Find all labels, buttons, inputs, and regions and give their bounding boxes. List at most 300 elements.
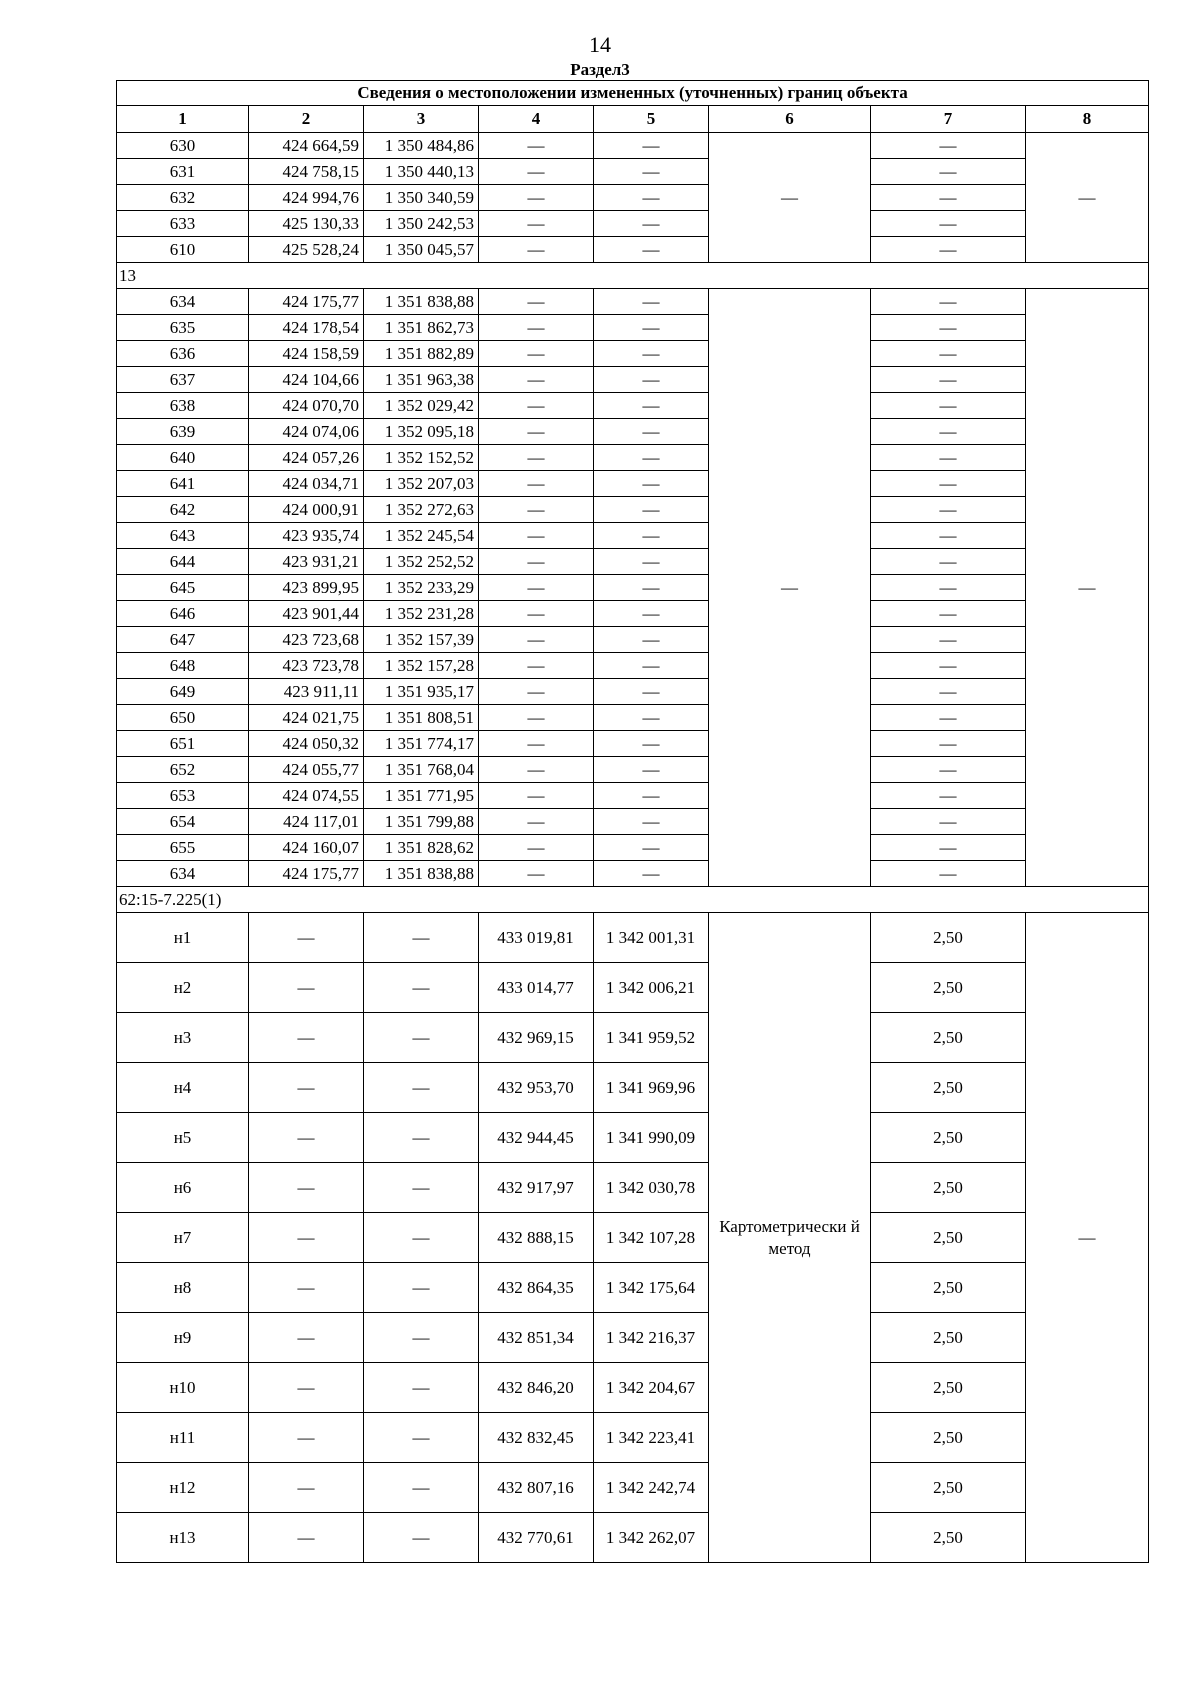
coord-y-existing: — [364, 1313, 479, 1363]
coord-y-new: — [594, 653, 709, 679]
accuracy-cell: — [871, 289, 1026, 315]
coord-x-new: — [479, 341, 594, 367]
coord-y-existing: — [364, 1463, 479, 1513]
coord-x-existing: 424 074,06 [249, 419, 364, 445]
coord-x-new: — [479, 809, 594, 835]
method-cell: Картометрически й метод [709, 913, 871, 1563]
coord-x-existing: — [249, 1363, 364, 1413]
coord-x-existing: 423 901,44 [249, 601, 364, 627]
accuracy-cell: — [871, 315, 1026, 341]
table-row [117, 445, 1149, 471]
coord-x-new: — [479, 783, 594, 809]
coord-y-existing: 1 351 768,04 [364, 757, 479, 783]
coord-x-new: — [479, 419, 594, 445]
column-header-3: 3 [364, 106, 479, 133]
coord-x-new: 433 019,81 [479, 913, 594, 963]
accuracy-cell: 2,50 [871, 1013, 1026, 1063]
accuracy-cell: 2,50 [871, 1463, 1026, 1513]
coord-y-existing: 1 352 252,52 [364, 549, 479, 575]
coord-y-existing: 1 352 157,28 [364, 653, 479, 679]
coord-y-new: — [594, 185, 709, 211]
coord-y-existing: 1 352 231,28 [364, 601, 479, 627]
point-number: 633 [117, 211, 249, 237]
coord-y-new: — [594, 159, 709, 185]
coord-y-new: — [594, 705, 709, 731]
coord-x-new: — [479, 159, 594, 185]
coord-x-new: — [479, 237, 594, 263]
table-row [117, 549, 1149, 575]
table-row [117, 1513, 1149, 1563]
coord-y-new: — [594, 393, 709, 419]
accuracy-cell: — [871, 159, 1026, 185]
coord-x-existing: — [249, 1313, 364, 1363]
coord-y-existing: — [364, 1163, 479, 1213]
point-number: 647 [117, 627, 249, 653]
coord-y-new: — [594, 783, 709, 809]
point-number: н1 [117, 913, 249, 963]
column-header-4: 4 [479, 106, 594, 133]
point-number: 641 [117, 471, 249, 497]
table-block-c [117, 913, 1149, 1563]
point-number: 632 [117, 185, 249, 211]
table-row [117, 1163, 1149, 1213]
table-row [117, 1363, 1149, 1413]
point-number: н10 [117, 1363, 249, 1413]
coord-x-new: 432 807,16 [479, 1463, 594, 1513]
accuracy-cell: — [871, 393, 1026, 419]
coord-y-new: — [594, 315, 709, 341]
point-number: н7 [117, 1213, 249, 1263]
table-row [117, 861, 1149, 887]
table-row [117, 679, 1149, 705]
accuracy-cell: — [871, 367, 1026, 393]
coord-y-new: 1 342 262,07 [594, 1513, 709, 1563]
coord-x-new: — [479, 731, 594, 757]
table-row [117, 471, 1149, 497]
coord-y-existing: 1 351 828,62 [364, 835, 479, 861]
coord-x-new: — [479, 627, 594, 653]
point-number: 610 [117, 237, 249, 263]
coord-x-new: — [479, 211, 594, 237]
coord-y-existing: 1 352 233,29 [364, 575, 479, 601]
coord-x-existing: 424 057,26 [249, 445, 364, 471]
coord-y-new: — [594, 549, 709, 575]
coord-x-existing: 423 723,68 [249, 627, 364, 653]
accuracy-cell: — [871, 237, 1026, 263]
table-row [117, 913, 1149, 963]
coord-x-new: — [479, 575, 594, 601]
coord-x-existing: 424 175,77 [249, 289, 364, 315]
point-number: 637 [117, 367, 249, 393]
coord-y-existing: — [364, 1513, 479, 1563]
coord-x-existing: 423 899,95 [249, 575, 364, 601]
point-number: 630 [117, 133, 249, 159]
coord-y-new: — [594, 731, 709, 757]
table-row [117, 289, 1149, 315]
accuracy-cell: 2,50 [871, 1063, 1026, 1113]
coord-x-new: — [479, 601, 594, 627]
coord-y-existing: 1 351 882,89 [364, 341, 479, 367]
accuracy-cell: — [871, 445, 1026, 471]
table-row [117, 1113, 1149, 1163]
boundary-table [116, 80, 1149, 1563]
coord-y-new: 1 342 001,31 [594, 913, 709, 963]
coord-y-new: — [594, 341, 709, 367]
coord-x-existing: — [249, 1463, 364, 1513]
accuracy-cell: 2,50 [871, 1313, 1026, 1363]
coord-x-new: 433 014,77 [479, 963, 594, 1013]
coord-x-existing: 424 178,54 [249, 315, 364, 341]
table-block-b [117, 289, 1149, 887]
accuracy-cell: 2,50 [871, 1113, 1026, 1163]
coord-x-existing: 424 050,32 [249, 731, 364, 757]
point-number: 651 [117, 731, 249, 757]
coord-y-new: — [594, 861, 709, 887]
coord-y-new: — [594, 133, 709, 159]
accuracy-cell: 2,50 [871, 1263, 1026, 1313]
accuracy-cell: — [871, 757, 1026, 783]
coord-x-existing: — [249, 963, 364, 1013]
coord-x-existing: 424 104,66 [249, 367, 364, 393]
table-row [117, 159, 1149, 185]
table-row [117, 731, 1149, 757]
point-number: н12 [117, 1463, 249, 1513]
accuracy-cell: — [871, 679, 1026, 705]
coord-x-existing: — [249, 1213, 364, 1263]
coord-y-existing: 1 351 771,95 [364, 783, 479, 809]
point-number: н11 [117, 1413, 249, 1463]
coord-y-existing: — [364, 1363, 479, 1413]
table-row [117, 1063, 1149, 1113]
coord-x-existing: 424 160,07 [249, 835, 364, 861]
coord-y-existing: 1 351 774,17 [364, 731, 479, 757]
coord-x-existing: 425 130,33 [249, 211, 364, 237]
column-header-6: 6 [709, 106, 871, 133]
coord-y-existing: — [364, 913, 479, 963]
table-row [117, 575, 1149, 601]
point-number: 654 [117, 809, 249, 835]
group-label-13: 13 [117, 263, 1149, 289]
coord-x-existing: 425 528,24 [249, 237, 364, 263]
coord-y-existing: — [364, 1013, 479, 1063]
table-row [117, 783, 1149, 809]
point-number: 648 [117, 653, 249, 679]
coord-x-new: — [479, 679, 594, 705]
coord-y-new: 1 342 107,28 [594, 1213, 709, 1263]
point-number: 639 [117, 419, 249, 445]
coord-x-existing: 423 935,74 [249, 523, 364, 549]
coord-y-existing: 1 352 272,63 [364, 497, 479, 523]
coord-y-existing: 1 350 440,13 [364, 159, 479, 185]
table-row [117, 601, 1149, 627]
accuracy-cell: 2,50 [871, 1163, 1026, 1213]
accuracy-cell: 2,50 [871, 1213, 1026, 1263]
coord-y-new: — [594, 367, 709, 393]
point-number: 634 [117, 861, 249, 887]
point-number: 635 [117, 315, 249, 341]
accuracy-cell: — [871, 809, 1026, 835]
coord-x-existing: — [249, 1263, 364, 1313]
coord-y-new: 1 342 204,67 [594, 1363, 709, 1413]
point-number: 652 [117, 757, 249, 783]
coord-x-existing: — [249, 1163, 364, 1213]
description-cell: — [1026, 913, 1149, 1563]
accuracy-cell: — [871, 835, 1026, 861]
coord-x-existing: 424 994,76 [249, 185, 364, 211]
point-number: 642 [117, 497, 249, 523]
coord-x-existing: 423 911,11 [249, 679, 364, 705]
coord-y-existing: 1 352 207,03 [364, 471, 479, 497]
point-number: 643 [117, 523, 249, 549]
accuracy-cell: 2,50 [871, 963, 1026, 1013]
coord-x-existing: 424 758,15 [249, 159, 364, 185]
coord-y-existing: 1 351 799,88 [364, 809, 479, 835]
coord-y-existing: — [364, 1113, 479, 1163]
coord-y-new: 1 341 959,52 [594, 1013, 709, 1063]
coord-x-existing: — [249, 1013, 364, 1063]
coord-y-existing: 1 350 242,53 [364, 211, 479, 237]
group-label-cadastral: 62:15-7.225(1) [117, 887, 1149, 913]
coord-y-existing: — [364, 1063, 479, 1113]
accuracy-cell: — [871, 705, 1026, 731]
point-number: 640 [117, 445, 249, 471]
coord-x-new: — [479, 367, 594, 393]
coord-y-new: 1 342 175,64 [594, 1263, 709, 1313]
table-row [117, 653, 1149, 679]
coord-y-new: — [594, 757, 709, 783]
coord-x-new: — [479, 393, 594, 419]
coord-x-new: — [479, 549, 594, 575]
coord-x-new: — [479, 705, 594, 731]
coord-x-existing: — [249, 1063, 364, 1113]
point-number: н9 [117, 1313, 249, 1363]
coord-x-new: 432 888,15 [479, 1213, 594, 1263]
table-row [117, 523, 1149, 549]
accuracy-cell: 2,50 [871, 913, 1026, 963]
coord-x-new: — [479, 523, 594, 549]
accuracy-cell: 2,50 [871, 1413, 1026, 1463]
coord-x-new: — [479, 861, 594, 887]
table-row [117, 1013, 1149, 1063]
coord-x-new: — [479, 185, 594, 211]
point-number: 645 [117, 575, 249, 601]
table-block-c-label [117, 887, 1149, 913]
point-number: 646 [117, 601, 249, 627]
coord-x-new: — [479, 471, 594, 497]
table-row [117, 211, 1149, 237]
column-header-2: 2 [249, 106, 364, 133]
coord-y-new: — [594, 211, 709, 237]
coord-y-existing: 1 352 157,39 [364, 627, 479, 653]
table-block-b-label [117, 263, 1149, 289]
coord-x-new: — [479, 315, 594, 341]
coord-y-new: 1 342 223,41 [594, 1413, 709, 1463]
coord-y-new: 1 342 006,21 [594, 963, 709, 1013]
description-cell: — [1026, 133, 1149, 263]
coord-x-existing: 424 055,77 [249, 757, 364, 783]
table-row [117, 1413, 1149, 1463]
point-number: 634 [117, 289, 249, 315]
coord-x-new: 432 832,45 [479, 1413, 594, 1463]
table-row [117, 497, 1149, 523]
coord-x-existing: — [249, 1113, 364, 1163]
accuracy-cell: — [871, 575, 1026, 601]
coord-x-new: 432 846,20 [479, 1363, 594, 1413]
table-row [117, 133, 1149, 159]
accuracy-cell: 2,50 [871, 1513, 1026, 1563]
coord-x-new: — [479, 497, 594, 523]
table-row [117, 367, 1149, 393]
table-row [117, 809, 1149, 835]
coord-x-existing: 424 021,75 [249, 705, 364, 731]
coord-x-existing: 424 175,77 [249, 861, 364, 887]
accuracy-cell: — [871, 471, 1026, 497]
coord-y-new: — [594, 445, 709, 471]
coord-x-existing: 424 070,70 [249, 393, 364, 419]
point-number: 631 [117, 159, 249, 185]
coord-x-new: 432 953,70 [479, 1063, 594, 1113]
table-row [117, 341, 1149, 367]
coord-y-new: — [594, 679, 709, 705]
coord-y-existing: 1 350 340,59 [364, 185, 479, 211]
table-block-a [117, 133, 1149, 263]
accuracy-cell: — [871, 627, 1026, 653]
coord-y-existing: 1 351 838,88 [364, 289, 479, 315]
accuracy-cell: — [871, 861, 1026, 887]
accuracy-cell: — [871, 731, 1026, 757]
method-cell: — [709, 133, 871, 263]
point-number: н6 [117, 1163, 249, 1213]
coord-x-existing: — [249, 1413, 364, 1463]
coord-x-new: 432 864,35 [479, 1263, 594, 1313]
table-row [117, 185, 1149, 211]
coord-x-existing: 424 664,59 [249, 133, 364, 159]
coord-y-existing: 1 351 862,73 [364, 315, 479, 341]
coord-y-new: 1 342 216,37 [594, 1313, 709, 1363]
table-row [117, 1263, 1149, 1313]
coord-y-existing: 1 351 963,38 [364, 367, 479, 393]
table-row [117, 963, 1149, 1013]
accuracy-cell: — [871, 133, 1026, 159]
accuracy-cell: — [871, 523, 1026, 549]
coord-x-new: — [479, 757, 594, 783]
accuracy-cell: — [871, 601, 1026, 627]
point-number: н2 [117, 963, 249, 1013]
coord-x-existing: 424 117,01 [249, 809, 364, 835]
coord-x-new: 432 944,45 [479, 1113, 594, 1163]
coord-y-new: — [594, 523, 709, 549]
column-header-7: 7 [871, 106, 1026, 133]
coord-y-existing: 1 350 484,86 [364, 133, 479, 159]
coord-y-new: — [594, 575, 709, 601]
point-number: н4 [117, 1063, 249, 1113]
point-number: н3 [117, 1013, 249, 1063]
point-number: н13 [117, 1513, 249, 1563]
point-number: н5 [117, 1113, 249, 1163]
coord-x-new: 432 969,15 [479, 1013, 594, 1063]
column-header-row [117, 106, 1149, 133]
coord-y-new: — [594, 237, 709, 263]
accuracy-cell: — [871, 341, 1026, 367]
table-row [117, 835, 1149, 861]
coord-y-existing: 1 351 808,51 [364, 705, 479, 731]
accuracy-cell: 2,50 [871, 1363, 1026, 1413]
point-number: 655 [117, 835, 249, 861]
coord-x-existing: 424 000,91 [249, 497, 364, 523]
coord-y-existing: 1 351 935,17 [364, 679, 479, 705]
accuracy-cell: — [871, 185, 1026, 211]
column-header-8: 8 [1026, 106, 1149, 133]
accuracy-cell: — [871, 497, 1026, 523]
point-number: 638 [117, 393, 249, 419]
section-label: Раздел3 [570, 60, 630, 79]
coord-y-new: 1 341 969,96 [594, 1063, 709, 1113]
coord-y-existing: 1 350 045,57 [364, 237, 479, 263]
coord-x-new: — [479, 133, 594, 159]
coord-y-new: — [594, 471, 709, 497]
table-row [117, 1313, 1149, 1363]
point-number: н8 [117, 1263, 249, 1313]
table-row [117, 627, 1149, 653]
table-row [117, 237, 1149, 263]
table-row [117, 315, 1149, 341]
method-cell: — [709, 289, 871, 887]
coord-y-new: — [594, 601, 709, 627]
coord-x-new: — [479, 835, 594, 861]
accuracy-cell: — [871, 783, 1026, 809]
table-row [117, 1213, 1149, 1263]
coord-x-new: — [479, 289, 594, 315]
coord-x-existing: 424 034,71 [249, 471, 364, 497]
coord-y-new: — [594, 497, 709, 523]
coord-x-existing: — [249, 1513, 364, 1563]
coord-y-existing: 1 352 029,42 [364, 393, 479, 419]
coord-x-existing: 423 723,78 [249, 653, 364, 679]
accuracy-cell: — [871, 653, 1026, 679]
point-number: 649 [117, 679, 249, 705]
description-cell: — [1026, 289, 1149, 887]
point-number: 650 [117, 705, 249, 731]
coord-y-existing: 1 352 245,54 [364, 523, 479, 549]
table-row [117, 1463, 1149, 1513]
coord-x-existing: 424 158,59 [249, 341, 364, 367]
table-row [117, 705, 1149, 731]
coord-y-existing: — [364, 1413, 479, 1463]
point-number: 636 [117, 341, 249, 367]
point-number: 644 [117, 549, 249, 575]
table-row [117, 757, 1149, 783]
coord-x-existing: 423 931,21 [249, 549, 364, 575]
coord-y-existing: 1 352 095,18 [364, 419, 479, 445]
coord-y-new: 1 342 030,78 [594, 1163, 709, 1213]
accuracy-cell: — [871, 549, 1026, 575]
point-number: 653 [117, 783, 249, 809]
coord-y-new: — [594, 419, 709, 445]
coord-y-new: 1 341 990,09 [594, 1113, 709, 1163]
coord-x-new: 432 917,97 [479, 1163, 594, 1213]
table-header [117, 81, 1149, 133]
coord-y-existing: 1 352 152,52 [364, 445, 479, 471]
coord-y-existing: — [364, 1213, 479, 1263]
coord-y-new: — [594, 627, 709, 653]
coord-x-new: — [479, 653, 594, 679]
coord-x-new: — [479, 445, 594, 471]
table-row [117, 393, 1149, 419]
coord-x-existing: 424 074,55 [249, 783, 364, 809]
coord-x-new: 432 770,61 [479, 1513, 594, 1563]
table-title: Сведения о местоположении измененных (уточненных) границ объекта [117, 81, 1149, 106]
accuracy-cell: — [871, 211, 1026, 237]
